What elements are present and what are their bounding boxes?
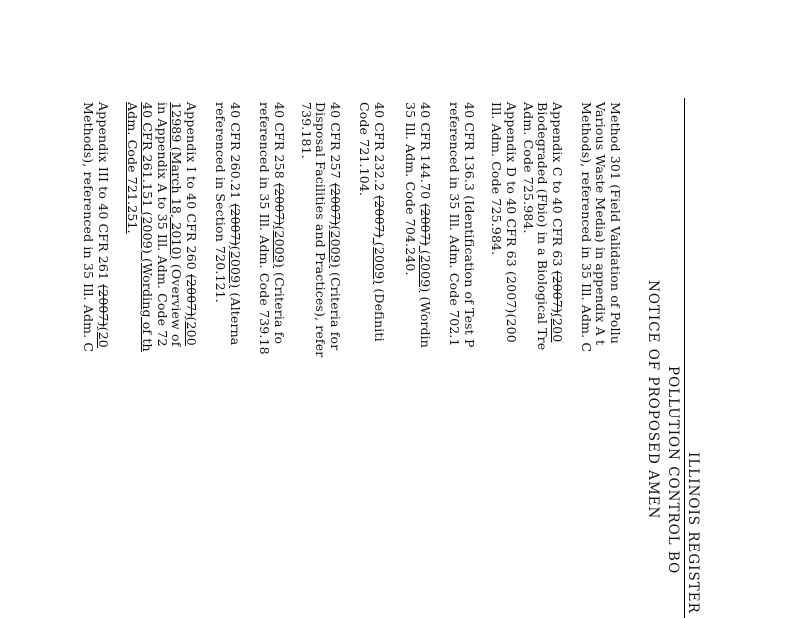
citation-text: 40 CFR 232.2 (372, 102, 387, 196)
citation-text: Methods), referenced in 35 Ill. Adm. C (81, 102, 97, 353)
inserted-text: (200 (550, 313, 565, 343)
citation-line (95, 102, 110, 618)
citation-paragraph (403, 102, 432, 618)
citation-line (257, 102, 272, 618)
citation-line (607, 102, 622, 618)
citation-text: 35 Ill. Adm. Code 704.240. (403, 102, 419, 276)
citation-line (520, 102, 535, 618)
citation-text: referenced in Section 720.121. (213, 102, 229, 303)
inserted-text: (2009) (372, 237, 387, 285)
citation-line (593, 102, 608, 618)
citation-line (357, 102, 372, 618)
citation-paragraph (81, 102, 110, 618)
inserted-text: (2009) (272, 225, 287, 268)
citation-text: Appendix I to 40 CFR 260 (184, 102, 199, 275)
citation-line (403, 102, 418, 618)
deleted-text: (2007) (96, 284, 111, 327)
register-title: ILLINOIS REGISTER (685, 452, 701, 614)
citation-line (298, 102, 313, 618)
citation-line (503, 102, 518, 618)
citation-paragraph (520, 102, 564, 618)
citation-line (447, 102, 462, 618)
citation-line (81, 102, 96, 618)
inserted-text: Adm. Code 721.251. (125, 102, 141, 234)
citation-text: 739.181. (298, 102, 314, 159)
citation-paragraph (357, 102, 386, 618)
inserted-text: (20 (96, 326, 111, 348)
deleted-text: (2007) (328, 182, 343, 226)
citation-paragraph (213, 102, 242, 618)
citation-text: (Overview of (169, 259, 185, 347)
deleted-text: (2007) (228, 203, 243, 246)
inserted-text: (2009) (228, 245, 243, 289)
citation-text: Appendix III to 40 CFR 261 (96, 102, 111, 285)
citation-line (461, 102, 476, 618)
citation-line (549, 102, 564, 618)
citation-text: (Wordin (418, 292, 433, 348)
citation-text: (Criteria for (328, 267, 343, 351)
deleted-text: (2007) (550, 270, 565, 314)
citation-text: Method 301 (Field Validation of Pollu (608, 102, 623, 345)
citation-line (371, 102, 386, 618)
citation-text: 40 CFR 258 (272, 102, 287, 183)
citation-line (417, 102, 432, 618)
citation-text: Various Waste Media) in appendix A t (593, 102, 609, 346)
citation-paragraph (125, 102, 154, 618)
citation-line (578, 102, 593, 618)
citation-text: 40 CFR 144.70 (418, 102, 433, 204)
citation-line (489, 102, 504, 618)
citation-text: 40 CFR 136.3 (Identification of Test P (462, 102, 477, 348)
citation-line (125, 102, 140, 618)
citation-text: Appendix D to 40 CFR 63 (2007)(200 (504, 102, 519, 343)
citation-line (313, 102, 328, 618)
rotated-register-page (0, 102, 700, 618)
citation-text: (Definiti (372, 284, 387, 342)
inserted-text: (2009) (328, 225, 343, 268)
citation-line (213, 102, 228, 618)
notice-title: NOTICE OF PROPOSED AMEN (645, 280, 661, 520)
citation-line (183, 102, 198, 618)
citation-text: Disposal Facilities and Practices), refer (313, 102, 329, 358)
citation-text: (Alterna (228, 288, 243, 346)
citation-text: Ill. Adm. Code 725.984. (489, 102, 505, 256)
deleted-text: (2007) (272, 182, 287, 226)
inserted-text: 40 CFR 261.151 (2009) (Wording of th (140, 102, 155, 352)
inserted-text: (200 (184, 316, 199, 346)
deleted-text: (2007) (372, 195, 387, 238)
inserted-text: (2009) (418, 245, 433, 293)
citation-paragraph (154, 102, 198, 618)
citation-text: referenced in 35 Ill. Adm. Code 702.1 (447, 102, 463, 347)
inserted-text: 12989 (March 18, 2010) (169, 102, 185, 260)
citation-text: Appendix C to 40 CFR 63 (550, 102, 565, 271)
citation-paragraph (298, 102, 342, 618)
citation-text: 40 CFR 257 (328, 102, 343, 183)
citation-text: (Criteria fo (272, 267, 287, 345)
citation-line (271, 102, 286, 618)
citation-paragraph (257, 102, 286, 618)
citation-text: 40 CFR 260.21 (228, 102, 243, 204)
citation-text: Code 721.104. (357, 102, 373, 197)
citation-text: Methods), referenced in 35 Ill. Adm. C (578, 102, 594, 353)
citation-line (227, 102, 242, 618)
citation-text: in Appendix A to 35 Ill. Adm. Code 72 (154, 102, 170, 347)
board-name: POLLUTION CONTROL BO (665, 366, 681, 575)
deleted-text: (2007) (184, 274, 199, 317)
citation-paragraph (447, 102, 476, 618)
citation-text: referenced in 35 Ill. Adm. Code 739.18 (257, 102, 273, 355)
citation-line (169, 102, 184, 618)
citation-paragraph (578, 102, 622, 618)
citation-text: Adm. Code 725.984. (520, 102, 536, 234)
citation-paragraph (489, 102, 518, 618)
citation-line (139, 102, 154, 618)
citation-text: Biodegraded (Fbio) in a Biological Tre (535, 102, 551, 351)
citation-line (535, 102, 550, 618)
citation-line (327, 102, 342, 618)
citation-line (154, 102, 169, 618)
deleted-text: (2007) (418, 203, 433, 246)
